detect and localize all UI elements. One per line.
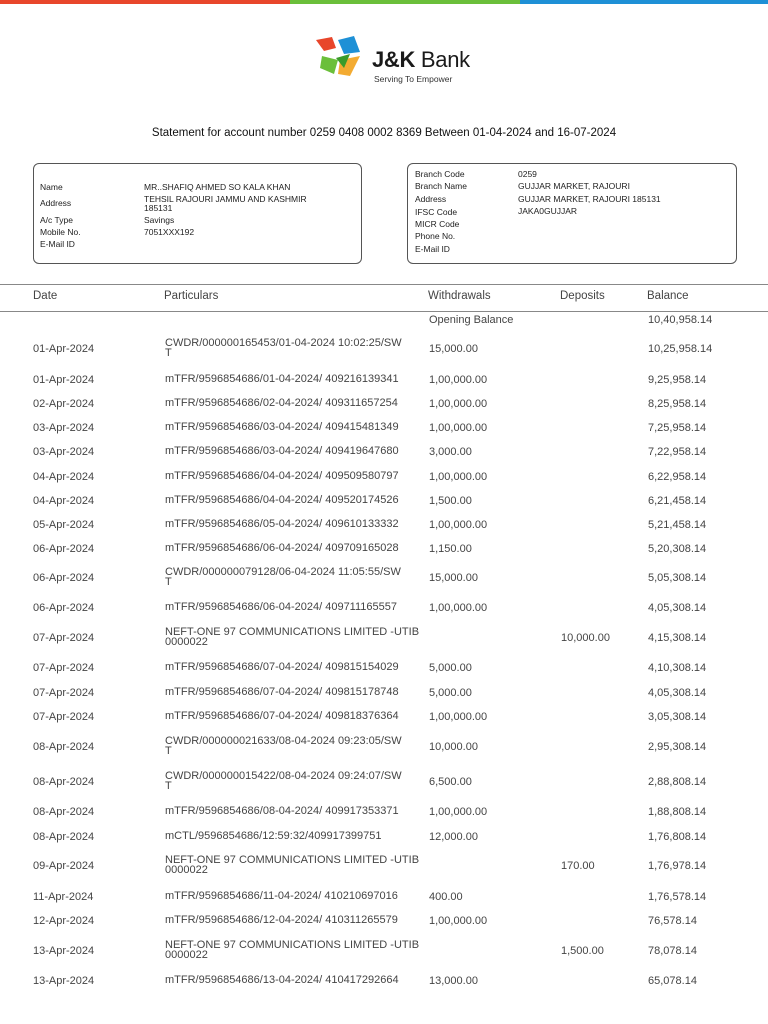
- row-withdrawal: 1,00,000.00: [429, 422, 488, 434]
- row-particulars: [165, 975, 427, 985]
- branch-details-box: [407, 163, 737, 264]
- row-date: 01-Apr-2024: [33, 343, 95, 355]
- row-particulars: [165, 855, 427, 875]
- customer-details-box: [33, 163, 362, 264]
- phone-label: Phone No.: [415, 231, 456, 241]
- branch-code: 0259: [518, 169, 537, 179]
- row-withdrawal: 1,00,000.00: [429, 915, 488, 927]
- row-particulars-line2: 0000022: [165, 636, 208, 648]
- row-deposit: 10,000.00: [561, 632, 610, 644]
- row-particulars-line1: mTFR/9596854686/03-04-2024/ 409419647680: [165, 445, 399, 457]
- row-particulars-line1: mTFR/9596854686/06-04-2024/ 409711165557: [165, 601, 397, 613]
- row-withdrawal: 400.00: [429, 891, 463, 903]
- row-particulars: [165, 471, 427, 481]
- row-particulars-line1: mTFR/9596854686/04-04-2024/ 409520174526: [165, 494, 399, 506]
- row-date: 07-Apr-2024: [33, 662, 95, 674]
- row-withdrawal: 13,000.00: [429, 975, 478, 987]
- row-particulars: [165, 543, 427, 553]
- row-withdrawal: 1,00,000.00: [429, 398, 488, 410]
- table-header: [0, 284, 768, 312]
- row-particulars-line2: T: [165, 745, 172, 757]
- row-balance: 6,21,458.14: [648, 495, 707, 507]
- top-bar-red: [0, 0, 290, 4]
- row-balance: 1,88,808.14: [648, 806, 707, 818]
- row-balance: 5,05,308.14: [648, 572, 707, 584]
- row-date: 06-Apr-2024: [33, 602, 95, 614]
- micr-label: MICR Code: [415, 219, 460, 229]
- customer-address-label: Address: [40, 198, 72, 208]
- row-deposit: 1,500.00: [561, 945, 604, 957]
- row-particulars-line2: 0000022: [165, 864, 208, 876]
- customer-email-label: E-Mail ID: [40, 239, 75, 249]
- row-particulars-line1: mTFR/9596854686/04-04-2024/ 409509580797: [165, 470, 399, 482]
- row-balance: 76,578.14: [648, 915, 697, 927]
- row-withdrawal: 12,000.00: [429, 831, 478, 843]
- row-particulars-line1: NEFT-ONE 97 COMMUNICATIONS LIMITED -UTIB: [165, 939, 420, 951]
- row-balance: 5,20,308.14: [648, 543, 707, 555]
- row-particulars: [165, 627, 427, 647]
- row-particulars: [165, 495, 427, 505]
- row-withdrawal: 1,00,000.00: [429, 471, 488, 483]
- row-deposit: 170.00: [561, 860, 595, 872]
- row-date: 08-Apr-2024: [33, 806, 95, 818]
- top-bar-green: [290, 0, 520, 4]
- row-particulars: [165, 771, 427, 791]
- row-date: 07-Apr-2024: [33, 632, 95, 644]
- row-particulars-line1: CWDR/000000079128/06-04-2024 11:05:55/SW: [165, 566, 401, 578]
- mobile-number: 7051XXX192: [144, 227, 195, 237]
- row-particulars-line1: mTFR/9596854686/06-04-2024/ 409709165028: [165, 542, 399, 554]
- row-particulars: [165, 567, 427, 587]
- row-withdrawal: 3,000.00: [429, 446, 472, 458]
- row-withdrawal: 1,00,000.00: [429, 711, 488, 723]
- header-particulars: Particulars: [164, 290, 219, 302]
- row-particulars-line2: 0000022: [165, 949, 208, 961]
- row-date: 13-Apr-2024: [33, 975, 95, 987]
- row-date: 08-Apr-2024: [33, 831, 95, 843]
- ifsc-code: JAKA0GUJJAR: [518, 206, 578, 216]
- row-balance: 7,25,958.14: [648, 422, 707, 434]
- row-date: 01-Apr-2024: [33, 374, 95, 386]
- row-particulars: [165, 374, 427, 384]
- row-balance: 9,25,958.14: [648, 374, 707, 386]
- header-withdrawals: Withdrawals: [428, 290, 491, 302]
- row-withdrawal: 10,000.00: [429, 741, 478, 753]
- row-withdrawal: 1,00,000.00: [429, 806, 488, 818]
- row-particulars: [165, 662, 427, 672]
- row-withdrawal: 1,150.00: [429, 543, 472, 555]
- top-color-bar: [0, 0, 768, 4]
- row-balance: 1,76,808.14: [648, 831, 707, 843]
- row-withdrawal: 1,00,000.00: [429, 519, 488, 531]
- row-particulars-line1: CWDR/000000165453/01-04-2024 10:02:25/SW: [165, 337, 402, 349]
- row-withdrawal: 5,000.00: [429, 687, 472, 699]
- brand-name: J&K Bank: [372, 47, 470, 72]
- ac-type-label: A/c Type: [40, 215, 73, 225]
- row-particulars: [165, 687, 427, 697]
- customer-address-line1: TEHSIL RAJOURI JAMMU AND KASHMIR: [144, 194, 307, 204]
- row-balance: 65,078.14: [648, 975, 697, 987]
- row-date: 07-Apr-2024: [33, 687, 95, 699]
- branch-name-label: Branch Name: [415, 181, 467, 191]
- row-particulars-line1: mTFR/9596854686/11-04-2024/ 410210697016: [165, 890, 398, 902]
- row-balance: 1,76,978.14: [648, 860, 707, 872]
- brand-tagline: Serving To Empower: [374, 74, 453, 84]
- row-particulars-line1: mTFR/9596854686/12-04-2024/ 410311265579: [165, 914, 398, 926]
- row-withdrawal: 5,000.00: [429, 662, 472, 674]
- row-balance: 78,078.14: [648, 945, 697, 957]
- row-particulars-line1: mTFR/9596854686/07-04-2024/ 409815154029: [165, 661, 399, 673]
- row-date: 08-Apr-2024: [33, 741, 95, 753]
- statement-title: Statement for account number 0259 0408 0002 8369 Between 01-04-2024 and 16-07-2024: [151, 127, 617, 139]
- row-withdrawal: 1,500.00: [429, 495, 472, 507]
- row-particulars: [165, 891, 427, 901]
- row-particulars-line2: T: [165, 576, 172, 588]
- row-particulars: [165, 519, 427, 529]
- row-date: 12-Apr-2024: [33, 915, 95, 927]
- row-balance: 4,15,308.14: [648, 632, 707, 644]
- row-date: 03-Apr-2024: [33, 446, 95, 458]
- ac-type: Savings: [144, 215, 175, 225]
- customer-address-line2: 185131: [144, 203, 173, 213]
- row-particulars-line1: mTFR/9596854686/03-04-2024/ 409415481349: [165, 421, 399, 433]
- row-date: 03-Apr-2024: [33, 422, 95, 434]
- branch-name: GUJJAR MARKET, RAJOURI: [518, 181, 630, 191]
- row-balance: 3,05,308.14: [648, 711, 707, 723]
- ifsc-label: IFSC Code: [415, 207, 458, 217]
- branch-email-label: E-Mail ID: [415, 244, 450, 254]
- row-balance: 5,21,458.14: [648, 519, 707, 531]
- header-date: Date: [33, 290, 58, 302]
- row-withdrawal: 1,00,000.00: [429, 602, 488, 614]
- row-particulars: [165, 422, 427, 432]
- row-balance: 10,25,958.14: [648, 343, 713, 355]
- row-date: 07-Apr-2024: [33, 711, 95, 723]
- row-balance: 2,95,308.14: [648, 741, 707, 753]
- row-particulars: [165, 915, 427, 925]
- row-particulars-line1: NEFT-ONE 97 COMMUNICATIONS LIMITED -UTIB: [165, 626, 420, 638]
- top-bar-blue: [520, 0, 768, 4]
- row-particulars: [165, 602, 427, 612]
- row-date: 06-Apr-2024: [33, 543, 95, 555]
- branch-address-label: Address: [415, 194, 447, 204]
- row-particulars-line2: T: [165, 780, 172, 792]
- row-date: 13-Apr-2024: [33, 945, 95, 957]
- row-balance: 6,22,958.14: [648, 471, 707, 483]
- row-particulars-line2: T: [165, 347, 172, 359]
- row-particulars-line1: CWDR/000000021633/08-04-2024 09:23:05/SW: [165, 735, 402, 747]
- row-withdrawal: 1,00,000.00: [429, 374, 488, 386]
- row-particulars: [165, 940, 427, 960]
- row-balance: 4,05,308.14: [648, 602, 707, 614]
- row-particulars-line1: mTFR/9596854686/07-04-2024/ 409815178748: [165, 686, 399, 698]
- row-particulars: [165, 711, 427, 721]
- row-balance: 7,22,958.14: [648, 446, 707, 458]
- row-balance: 8,25,958.14: [648, 398, 707, 410]
- row-particulars: [165, 338, 427, 358]
- row-particulars: [165, 736, 427, 756]
- branch-address: GUJJAR MARKET, RAJOURI 185131: [518, 194, 661, 204]
- row-date: 08-Apr-2024: [33, 776, 95, 788]
- row-particulars-line1: mCTL/9596854686/12:59:32/409917399751: [165, 830, 382, 842]
- row-particulars-line1: mTFR/9596854686/02-04-2024/ 409311657254: [165, 397, 398, 409]
- row-date: 05-Apr-2024: [33, 519, 95, 531]
- row-particulars-line1: mTFR/9596854686/07-04-2024/ 409818376364: [165, 710, 399, 722]
- row-date: 04-Apr-2024: [33, 471, 95, 483]
- header-deposits: Deposits: [560, 290, 605, 302]
- opening-balance-label: Opening Balance: [429, 314, 514, 326]
- mobile-label: Mobile No.: [40, 227, 81, 237]
- row-date: 09-Apr-2024: [33, 860, 95, 872]
- row-date: 06-Apr-2024: [33, 572, 95, 584]
- customer-name-label: Name: [40, 182, 63, 192]
- row-withdrawal: 15,000.00: [429, 572, 478, 584]
- row-balance: 2,88,808.14: [648, 776, 707, 788]
- row-particulars-line1: mTFR/9596854686/05-04-2024/ 409610133332: [165, 518, 399, 530]
- row-particulars-line1: mTFR/9596854686/01-04-2024/ 409216139341: [165, 373, 399, 385]
- row-particulars-line1: CWDR/000000015422/08-04-2024 09:24:07/SW: [165, 770, 402, 782]
- header-balance: Balance: [647, 290, 689, 302]
- row-particulars: [165, 398, 427, 408]
- row-particulars: [165, 446, 427, 456]
- row-balance: 4,05,308.14: [648, 687, 707, 699]
- row-date: 04-Apr-2024: [33, 495, 95, 507]
- customer-name: MR..SHAFIQ AHMED SO KALA KHAN: [144, 182, 291, 192]
- row-particulars-line1: NEFT-ONE 97 COMMUNICATIONS LIMITED -UTIB: [165, 854, 420, 866]
- row-withdrawal: 15,000.00: [429, 343, 478, 355]
- row-balance: 1,76,578.14: [648, 891, 707, 903]
- row-particulars: [165, 831, 427, 841]
- row-particulars-line1: mTFR/9596854686/13-04-2024/ 410417292664: [165, 974, 399, 986]
- row-withdrawal: 6,500.00: [429, 776, 472, 788]
- row-balance: 4,10,308.14: [648, 662, 707, 674]
- row-date: 02-Apr-2024: [33, 398, 95, 410]
- row-particulars-line1: mTFR/9596854686/08-04-2024/ 409917353371: [165, 805, 399, 817]
- branch-code-label: Branch Code: [415, 169, 465, 179]
- opening-balance-value: 10,40,958.14: [648, 314, 713, 326]
- row-date: 11-Apr-2024: [33, 891, 94, 903]
- row-particulars: [165, 806, 427, 816]
